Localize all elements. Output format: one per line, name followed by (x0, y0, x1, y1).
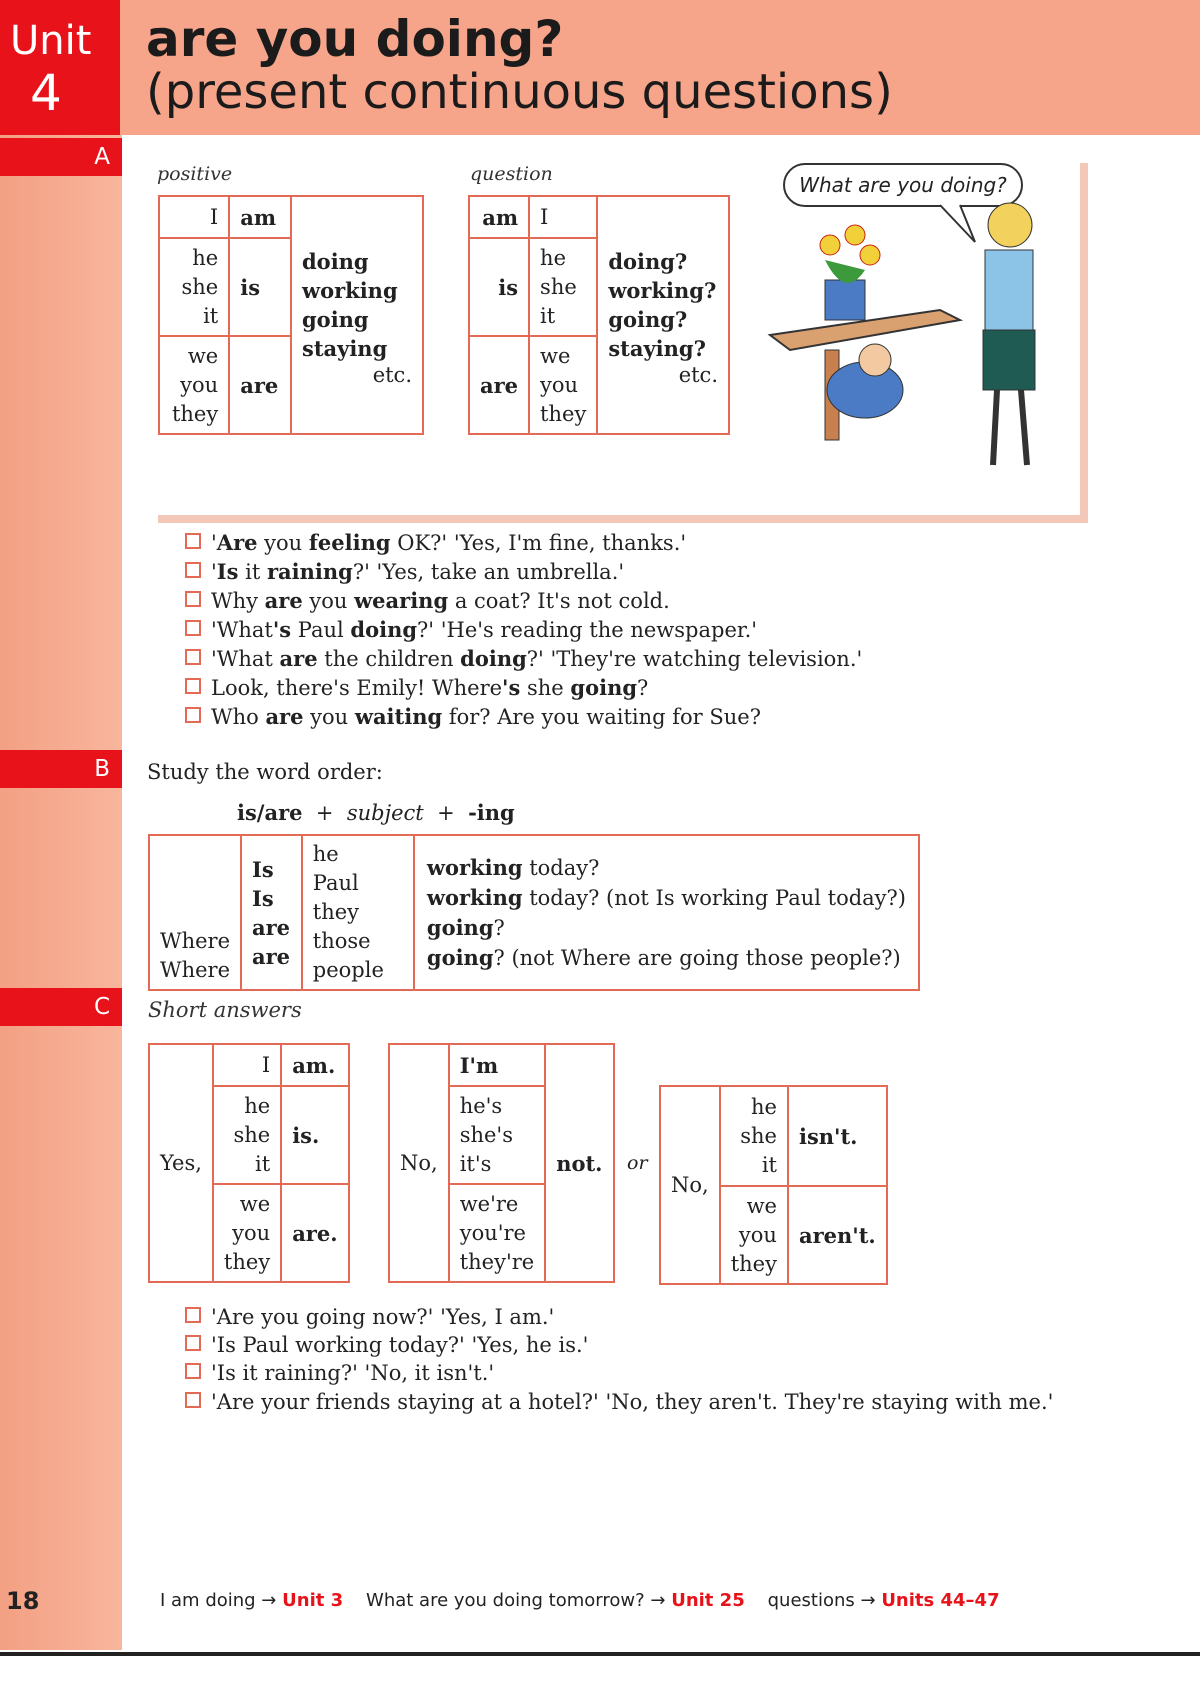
q-subject-2: he she it (529, 238, 597, 336)
question-label: question (470, 163, 553, 185)
wh-2 (160, 898, 230, 927)
verb-4: are (252, 943, 291, 969)
ing-row-2: working today? (not Is working Paul today?) (426, 884, 906, 910)
no-label: No, (389, 1044, 449, 1282)
checkbox-icon (185, 678, 201, 694)
unit-number: 4 (30, 64, 62, 122)
yes-subject-2: he she it (213, 1086, 281, 1184)
not-label: not. (545, 1044, 613, 1282)
pos-verb-3: are (229, 336, 291, 434)
q-verb-1: am (469, 196, 529, 238)
q-etc: etc. (678, 363, 718, 387)
section-a-marker: A (0, 138, 122, 176)
verb-1: Is (252, 856, 274, 882)
word-order-intro: Study the word order: (147, 760, 383, 784)
footer-links: I am doing → Unit 3 What are you doing tomorrow? → Unit 25 questions → Units 44–47 (160, 1590, 1000, 1611)
wh-4: Where (160, 958, 231, 982)
yes-subject-1: I (213, 1044, 281, 1086)
page-title: are you doing? (146, 10, 564, 68)
q-verb-2: is (469, 238, 529, 336)
unit-box (0, 0, 120, 135)
example-c-3: 'Is it raining?' 'No, it isn't.' (185, 1361, 494, 1385)
pos-forms: doing working going staying (302, 249, 398, 361)
no-contraction-table (388, 1043, 615, 1283)
page-subtitle: (present continuous questions) (146, 64, 893, 120)
link-units-44-47[interactable]: Units 44–47 (881, 1590, 1000, 1611)
checkbox-icon (185, 620, 201, 636)
checkbox-icon (185, 1363, 201, 1379)
yes-subject-3: we you they (213, 1184, 281, 1282)
page-bottom-rule (0, 1652, 1200, 1656)
checkbox-icon (185, 707, 201, 723)
neg-verb-2: aren't. (788, 1186, 887, 1284)
example-c-4: 'Are your friends staying at a hotel?' 'No, they aren't. They're staying with me.' (185, 1390, 1053, 1414)
subject-3: they (312, 900, 360, 924)
yes-label: Yes, (149, 1044, 213, 1282)
section-c-marker: C (0, 988, 122, 1026)
q-forms: doing? working? going? staying? (608, 249, 717, 361)
pos-verb-2: is (229, 238, 291, 336)
checkbox-icon (185, 533, 201, 549)
example-a-1: 'Are you feeling OK?' 'Yes, I'm fine, thanks.' (185, 530, 686, 555)
page-number: 18 (6, 1587, 40, 1615)
no-form-3: we're you're they're (449, 1184, 546, 1282)
link-unit-25[interactable]: Unit 25 (671, 1590, 745, 1611)
checkbox-icon (185, 1335, 201, 1351)
checkbox-icon (185, 1392, 201, 1408)
question-table (468, 195, 730, 435)
yes-verb-3: are. (281, 1184, 348, 1282)
checkbox-icon (185, 591, 201, 607)
positive-table (158, 195, 424, 435)
subject-1: he (312, 842, 339, 866)
subject-4: those people (312, 929, 384, 982)
section-b-marker: B (0, 750, 122, 788)
ing-row-3: going? (426, 914, 505, 940)
example-a-4: 'What's Paul doing?' 'He's reading the newspaper.' (185, 617, 757, 642)
example-a-3: Why are you wearing a coat? It's not cold. (185, 588, 670, 613)
positive-label: positive (157, 163, 233, 185)
ing-row-4: going? (not Where are going those people?) (426, 944, 901, 970)
q-subject-3: we you they (529, 336, 597, 434)
word-order-table (148, 834, 920, 991)
cartoon-illustration (765, 200, 1075, 500)
speech-bubble: What are you doing? (783, 163, 1023, 207)
example-a-2: 'Is it raining?' 'Yes, take an umbrella.' (185, 559, 624, 584)
q-verb-3: are (469, 336, 529, 434)
no-negative-table (659, 1085, 888, 1285)
no-form-2: he's she's it's (449, 1086, 546, 1184)
verb-2: Is (252, 885, 274, 911)
neg-subject-2: we you they (720, 1186, 788, 1284)
neg-verb-1: isn't. (788, 1086, 887, 1186)
example-a-6: Look, there's Emily! Where's she going? (185, 675, 648, 700)
or-label: or (627, 1152, 648, 1174)
example-c-1: 'Are you going now?' 'Yes, I am.' (185, 1305, 554, 1329)
no-label-2: No, (660, 1086, 720, 1284)
subject-2: Paul (312, 871, 359, 895)
word-order-formula: is/are + subject + -ing (237, 800, 515, 825)
pos-subject-1: I (159, 196, 229, 238)
yes-table (148, 1043, 350, 1283)
unit-label: Unit (10, 18, 92, 64)
example-a-5: 'What are the children doing?' 'They're watching television.' (185, 646, 862, 671)
no-form-1: I'm (449, 1044, 546, 1086)
yes-verb-1: am. (281, 1044, 348, 1086)
checkbox-icon (185, 562, 201, 578)
verb-3: are (252, 914, 291, 940)
link-unit-3[interactable]: Unit 3 (282, 1590, 344, 1611)
wh-1 (160, 869, 230, 898)
ing-row-1: working today? (426, 854, 600, 880)
example-a-7: Who are you waiting for? Are you waiting for Sue? (185, 704, 761, 729)
neg-subject-1: he she it (720, 1086, 788, 1186)
pos-subject-3: we you they (159, 336, 229, 434)
short-answers-label: Short answers (148, 998, 302, 1022)
example-c-2: 'Is Paul working today?' 'Yes, he is.' (185, 1333, 588, 1357)
left-margin-band (0, 135, 122, 1650)
pos-etc: etc. (372, 363, 412, 387)
yes-verb-2: is. (281, 1086, 348, 1184)
wh-3: Where (160, 929, 231, 953)
pos-subject-2: he she it (159, 238, 229, 336)
checkbox-icon (185, 649, 201, 665)
checkbox-icon (185, 1307, 201, 1323)
pos-verb-1: am (229, 196, 291, 238)
q-subject-1: I (529, 196, 597, 238)
